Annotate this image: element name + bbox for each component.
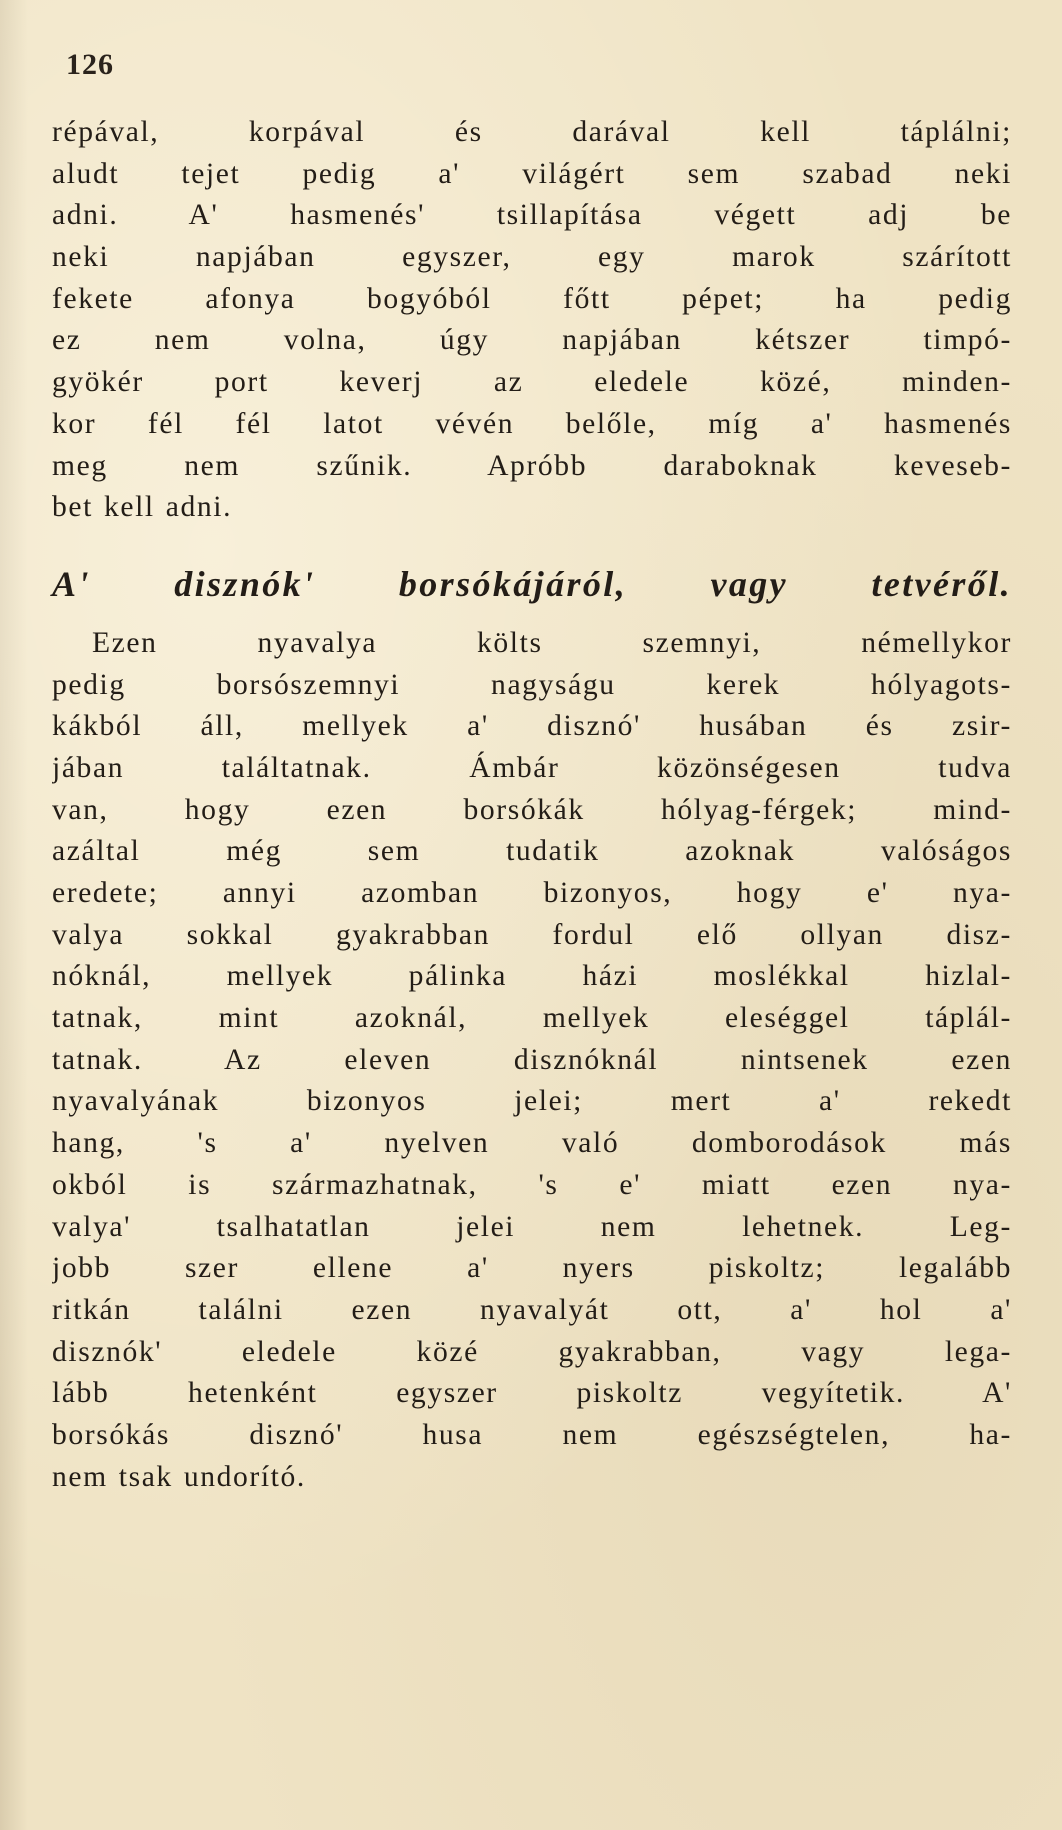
text-line: borsókás disznó' husa nem egészségtelen, ha- bbox=[52, 1418, 1012, 1451]
text-line: tatnak. Az eleven disznóknál nintsenek ezen bbox=[52, 1043, 1012, 1076]
text-line: nyavalyának bizonyos jelei; mert a' rekedt bbox=[52, 1085, 1012, 1118]
paragraph-1 bbox=[52, 112, 1012, 529]
text-line: disznók' eledele közé gyakrabban, vagy lega- bbox=[52, 1335, 1012, 1368]
text-line: tatnak, mint azoknál, mellyek eleséggel táplál- bbox=[52, 1002, 1012, 1035]
text-line: okból is származhatnak, 's e' miatt ezen nya- bbox=[52, 1168, 1012, 1201]
text-line: ritkán találni ezen nyavalyát ott, a' hol a' bbox=[52, 1293, 1012, 1326]
text-line: pedig borsószemnyi nagyságu kerek hólyagots- bbox=[52, 668, 1012, 701]
text-line: azáltal még sem tudatik azoknak valóságos bbox=[52, 835, 1012, 868]
paragraph-2 bbox=[52, 623, 1012, 1498]
text-line: neki napjában egyszer, egy marok szárított bbox=[52, 241, 1012, 274]
text-line: kákból áll, mellyek a' disznó' husában és zsir- bbox=[52, 710, 1012, 743]
text-line: ez nem volna, úgy napjában kétszer timpó- bbox=[52, 324, 1012, 357]
text-line: jobb szer ellene a' nyers piskoltz; legalább bbox=[52, 1252, 1012, 1285]
text-line: répával, korpával és darával kell táplálni; bbox=[52, 116, 1012, 148]
book-page bbox=[52, 40, 1012, 1498]
page-number: 126 bbox=[66, 48, 114, 81]
text-line: eredete; annyi azomban bizonyos, hogy e' nya- bbox=[52, 877, 1012, 909]
text-line: van, hogy ezen borsókák hólyag-férgek; mind- bbox=[52, 793, 1012, 826]
text-line: gyökér port keverj az eledele közé, minden- bbox=[52, 366, 1012, 399]
text-line: meg nem szűnik. Apróbb daraboknak keveseb- bbox=[52, 449, 1012, 482]
text-line: valya' tsalhatatlan jelei nem lehetnek. Leg- bbox=[52, 1210, 1012, 1243]
text-line: jában találtatnak. Ámbár közönségesen tudva bbox=[52, 751, 1012, 784]
text-line: adni. A' hasmenés' tsillapítása végett adj be bbox=[52, 199, 1012, 232]
text-line: fekete afonya bogyóból főtt pépet; ha pedig bbox=[52, 282, 1012, 315]
text-line: hang, 's a' nyelven való domborodások más bbox=[52, 1127, 1012, 1160]
text-line: lább hetenként egyszer piskoltz vegyítetik. A' bbox=[52, 1377, 1012, 1410]
section-heading: A' disznók' borsókájáról, vagy tetvéről. bbox=[52, 563, 1012, 604]
text-line: bet kell adni. bbox=[52, 491, 233, 524]
text-line: Ezen nyavalya költs szemnyi, némellykor bbox=[92, 626, 1012, 659]
text-line: nem tsak undorító. bbox=[52, 1460, 306, 1493]
text-line: valya sokkal gyakrabban fordul elő ollyan disz- bbox=[52, 918, 1012, 951]
text-line: aludt tejet pedig a' világért sem szabad neki bbox=[52, 157, 1012, 190]
text-line: nóknál, mellyek pálinka házi moslékkal hizlal- bbox=[52, 960, 1012, 993]
text-line: kor fél fél latot vévén belőle, míg a' hasmenés bbox=[52, 407, 1012, 440]
